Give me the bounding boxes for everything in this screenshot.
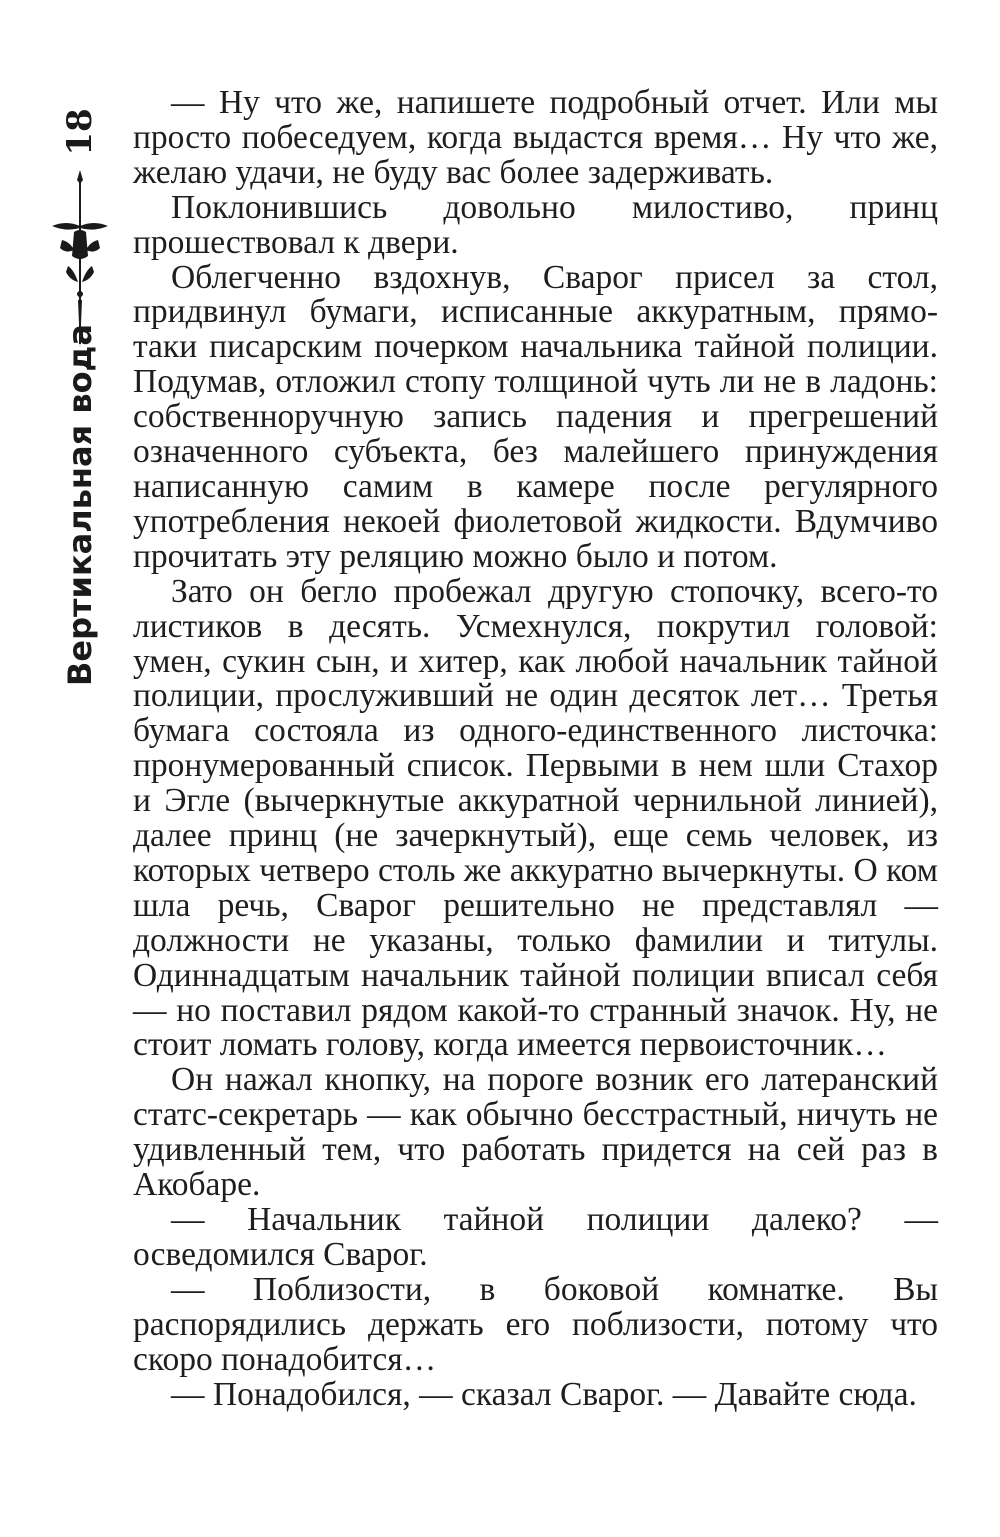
page-number: 18 [60, 108, 100, 156]
paragraph: Поклонившись довольно милостиво, принц прошествовал к двери. [133, 188, 938, 261]
running-title: Вертикальная вода [61, 324, 99, 687]
paragraph: Зато он бегло пробежал другую стопочку, всего-то листиков в десять. Усмехнулся, покрутил головой: умен, сукин сын, и хитер, как любой начальник тайной полиции, прослуживший не один десяток лет… Третья бумага состояла из одного-единственного листочка: пронумерованный список. Первыми в нем шли Стахор и Эгле (вычеркнутые аккуратной чернильной линией), далее принц (не зачеркнутый), еще семь человек, из которых четверо столь же аккуратно вычеркнуты. О ком шла речь, Сварог решительно не представлял — должности не указаны, только фамилии и титулы. Одиннадцатым начальник тайной полиции вписал себя — но поставил рядом какой-то странный значок. Ну, не стоит ломать голову, когда имеется первоисточник… [133, 572, 938, 1064]
paragraph: Он нажал кнопку, на пороге возник его латеранский статс-секретарь — как обычно бесстрастный, ничуть не удивленный тем, что работать придется на сей раз в Акобаре. [133, 1061, 938, 1204]
paragraph: — Поблизости, в боковой комнатке. Вы распорядились держать его поблизости, потому что скоро понадобится… [133, 1270, 938, 1378]
running-head [40, 88, 120, 687]
paragraph: — Понадобился, — сказал Сварог. — Давайте сюда. [171, 1375, 917, 1413]
paragraph: Облегченно вздохнув, Сварог присел за стол, придвинул бумаги, исписанные аккуратным, прямо-таки писарским почерком начальника тайной полиции. Подумав, отложил стопу толщиной чуть ли не в ладонь: собственноручную запись падения и прегрешений означенного субъекта, без малейшего принуждения написанную самим в камере после регулярного употребления некоей фиолетовой жидкости. Вдумчиво прочитать эту реляцию можно было и потом. [133, 258, 938, 575]
body-text [133, 86, 938, 1412]
paragraph: — Ну что же, напишете подробный отчет. Или мы просто побеседуем, когда выдастся время… Ну что же, желаю удачи, не буду вас более задерживать. [133, 84, 938, 191]
paragraph: — Начальник тайной полиции далеко? — осведомился Сварог. [133, 1201, 938, 1273]
